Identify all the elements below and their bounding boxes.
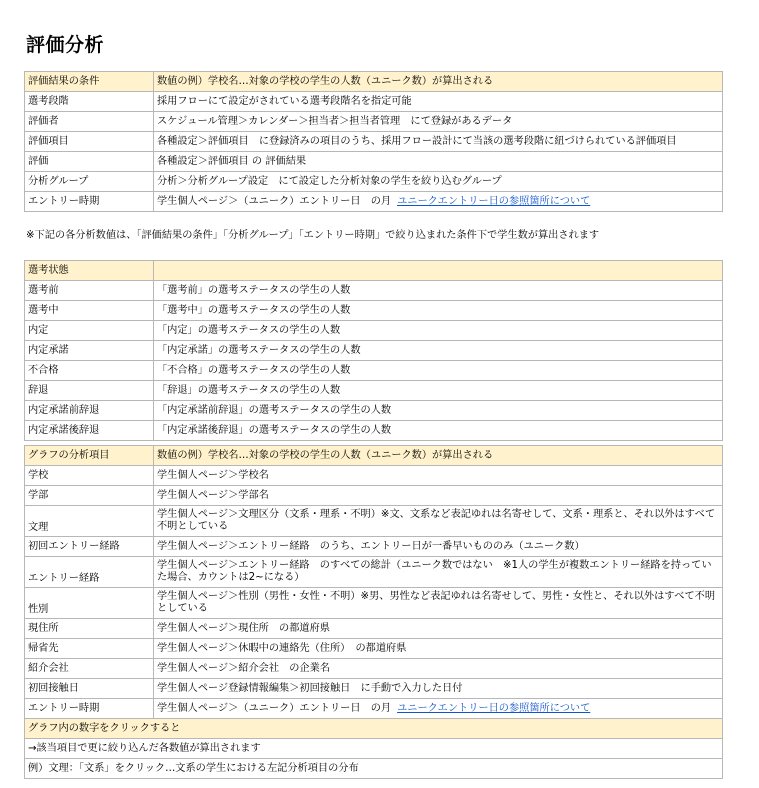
page-title: 評価分析 xyxy=(26,34,105,56)
row-description: 分析＞分析グループ設定 にて設定した分析対象の学生を絞り込むグループ xyxy=(154,172,723,192)
row-label: 文理 xyxy=(25,506,154,537)
table-row xyxy=(25,537,723,557)
row-label: 評価 xyxy=(25,152,154,172)
row-label: 内定 xyxy=(25,321,154,341)
table-row xyxy=(25,92,723,112)
header-cell: 数値の例）学校名…対象の学校の学生の人数（ユニーク数）が算出される xyxy=(154,72,723,92)
row-label: 初回エントリー経路 xyxy=(25,537,154,557)
table-row xyxy=(25,401,723,421)
table-row xyxy=(25,506,723,537)
table-header-row xyxy=(25,261,723,281)
header-cell: 評価結果の条件 xyxy=(25,72,154,92)
row-label: 内定承諾 xyxy=(25,341,154,361)
row-label: 辞退 xyxy=(25,381,154,401)
row-description: 学生個人ページ＞エントリー経路 のうち、エントリー日が一番早いもののみ（ユニーク数） xyxy=(154,537,723,557)
row-label: エントリー経路 xyxy=(25,557,154,588)
row-description: 学生個人ページ＞学部名 xyxy=(154,486,723,506)
row-label: エントリー時期 xyxy=(25,699,154,719)
calculation-note: ※下記の各分析数値は、「評価結果の条件」「分析グループ」「エントリー時期」で絞り込まれた条件下で学生数が算出されます xyxy=(26,230,600,241)
header-cell: 数値の例）学校名…対象の学校の学生の人数（ユニーク数）が算出される xyxy=(154,446,723,466)
row-label: 紹介会社 xyxy=(25,659,154,679)
table-row xyxy=(25,192,723,212)
selection-status-table xyxy=(24,260,723,441)
graph-analysis-items-table xyxy=(24,445,723,779)
row-label: 評価項目 xyxy=(25,132,154,152)
row-label: エントリー時期 xyxy=(25,192,154,212)
row-description: 「不合格」の選考ステータスの学生の人数 xyxy=(154,361,723,381)
table-row xyxy=(25,361,723,381)
table-row xyxy=(25,699,723,719)
table-row xyxy=(25,421,723,441)
row-description: 学生個人ページ登録情報編集＞初回接触日 に手動で入力した日付 xyxy=(154,679,723,699)
footer-header-cell: グラフ内の数字をクリックすると xyxy=(25,719,723,739)
row-label: 内定承諾前辞退 xyxy=(25,401,154,421)
row-description: 学生個人ページ＞性別（男性・女性・不明）※男、男性など表記ゆれは名寄せして、男性・女性と、それ以外はすべて不明としている xyxy=(154,588,723,619)
table-footer-row xyxy=(25,739,723,759)
row-description: 「選考中」の選考ステータスの学生の人数 xyxy=(154,301,723,321)
unique-entry-date-link[interactable]: ユニークエントリー日の参照箇所について xyxy=(397,195,591,207)
row-label: 学部 xyxy=(25,486,154,506)
row-description: 「内定承諾前辞退」の選考ステータスの学生の人数 xyxy=(154,401,723,421)
footer-line: 例）文理：「文系」をクリック…文系の学生における左記分析項目の分布 xyxy=(25,759,723,779)
row-label: 選考前 xyxy=(25,281,154,301)
row-label: 初回接触日 xyxy=(25,679,154,699)
row-label: 評価者 xyxy=(25,112,154,132)
table-footer-header-row xyxy=(25,719,723,739)
table-row xyxy=(25,301,723,321)
row-label: 帰省先 xyxy=(25,639,154,659)
table-row xyxy=(25,132,723,152)
unique-entry-date-link[interactable]: ユニークエントリー日の参照箇所について xyxy=(397,702,591,714)
row-label: 現住所 xyxy=(25,619,154,639)
header-cell xyxy=(154,261,723,281)
row-text: 学生個人ページ＞（ユニーク）エントリー日 の月 xyxy=(157,195,392,207)
table-row xyxy=(25,486,723,506)
row-description: 「辞退」の選考ステータスの学生の人数 xyxy=(154,381,723,401)
row-description: 「内定承諾」の選考ステータスの学生の人数 xyxy=(154,341,723,361)
table-row xyxy=(25,321,723,341)
row-description: 「内定」の選考ステータスの学生の人数 xyxy=(154,321,723,341)
row-description: 学生個人ページ＞紹介会社 の企業名 xyxy=(154,659,723,679)
row-description: 「内定承諾後辞退」の選考ステータスの学生の人数 xyxy=(154,421,723,441)
footer-line: →該当項目で更に絞り込んだ各数値が算出されます xyxy=(25,739,723,759)
row-description: スケジュール管理＞カレンダー＞担当者＞担当者管理 にて登録があるデータ xyxy=(154,112,723,132)
row-description: 学生個人ページ＞エントリー経路 のすべての総計（ユニーク数ではない ※1人の学生が複数エントリー経路を持っていた場合、カウントは2~になる） xyxy=(154,557,723,588)
row-description: 学生個人ページ＞休暇中の連絡先（住所） の都道府県 xyxy=(154,639,723,659)
row-label: 内定承諾後辞退 xyxy=(25,421,154,441)
table-row xyxy=(25,381,723,401)
header-cell: グラフの分析項目 xyxy=(25,446,154,466)
row-description xyxy=(154,699,723,719)
row-text: 学生個人ページ＞（ユニーク）エントリー日 の月 xyxy=(157,702,392,714)
table-row xyxy=(25,112,723,132)
table-row xyxy=(25,172,723,192)
table-row xyxy=(25,659,723,679)
table-row xyxy=(25,341,723,361)
table-header-row xyxy=(25,446,723,466)
table-header-row xyxy=(25,72,723,92)
row-description: 「選考前」の選考ステータスの学生の人数 xyxy=(154,281,723,301)
table-row xyxy=(25,466,723,486)
row-description: 学生個人ページ＞現住所 の都道府県 xyxy=(154,619,723,639)
table-row xyxy=(25,639,723,659)
row-label: 分析グループ xyxy=(25,172,154,192)
table-row xyxy=(25,588,723,619)
row-description: 採用フローにて設定がされている選考段階名を指定可能 xyxy=(154,92,723,112)
header-cell: 選考状態 xyxy=(25,261,154,281)
row-label: 性別 xyxy=(25,588,154,619)
table-row xyxy=(25,152,723,172)
row-description xyxy=(154,192,723,212)
row-description: 学生個人ページ＞文理区分（文系・理系・不明）※文、文系など表記ゆれは名寄せして、文系・理系と、それ以外はすべて不明としている xyxy=(154,506,723,537)
table-row xyxy=(25,619,723,639)
row-description: 学生個人ページ＞学校名 xyxy=(154,466,723,486)
row-label: 選考段階 xyxy=(25,92,154,112)
row-label: 学校 xyxy=(25,466,154,486)
row-description: 各種設定＞評価項目 に登録済みの項目のうち、採用フロー設計にて当該の選考段階に紐づけられている評価項目 xyxy=(154,132,723,152)
row-description: 各種設定＞評価項目 の 評価結果 xyxy=(154,152,723,172)
table-row xyxy=(25,679,723,699)
table-row xyxy=(25,557,723,588)
row-label: 不合格 xyxy=(25,361,154,381)
row-label: 選考中 xyxy=(25,301,154,321)
table-footer-row xyxy=(25,759,723,779)
evaluation-conditions-table xyxy=(24,71,723,212)
table-row xyxy=(25,281,723,301)
